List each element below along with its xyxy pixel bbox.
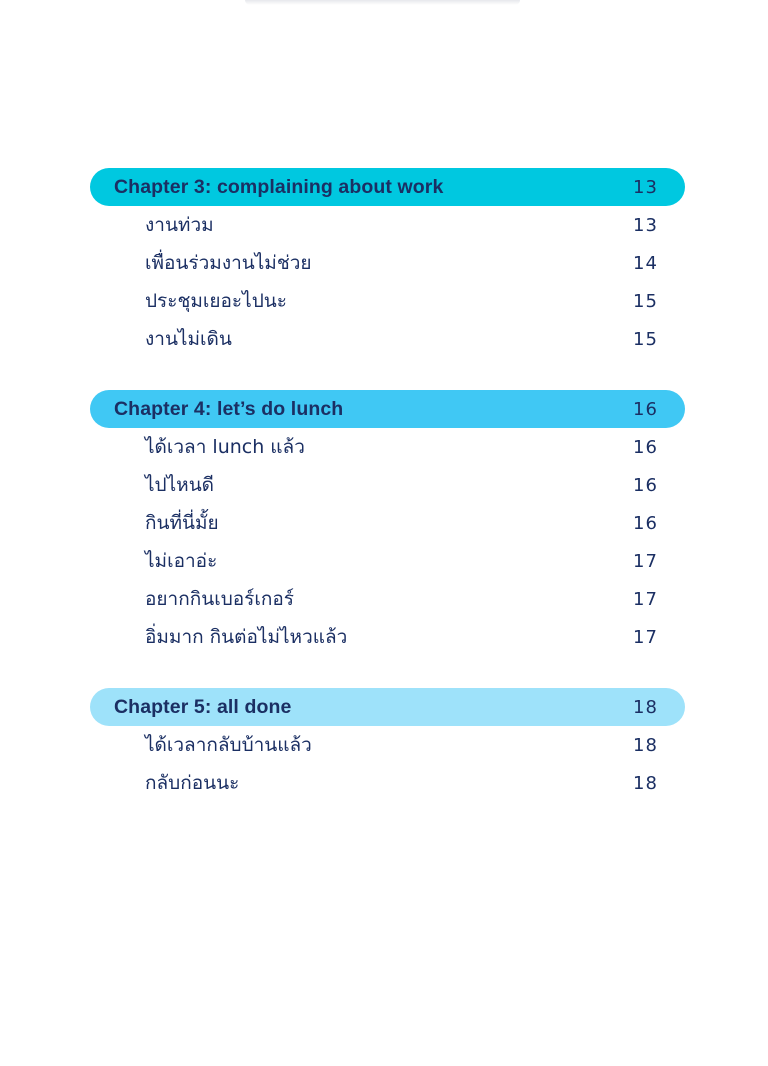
toc-item-label: เพื่อนร่วมงานไม่ช่วย [145, 252, 312, 274]
toc-item[interactable] [90, 542, 685, 580]
toc-item[interactable] [90, 726, 685, 764]
toc-item-page-number: 14 [633, 252, 658, 274]
toc-item[interactable] [90, 320, 685, 358]
toc-item[interactable] [90, 580, 685, 618]
toc-item-page-number: 13 [633, 214, 658, 236]
toc-item-label: อิ่มมาก กินต่อไม่ไหวแล้ว [145, 626, 348, 648]
toc-item[interactable] [90, 504, 685, 542]
chapter-header[interactable] [90, 390, 685, 428]
toc-item-page-number: 15 [633, 328, 658, 350]
chapter-page-number: 13 [633, 176, 658, 198]
table-of-contents [90, 168, 685, 802]
toc-item-label: งานท่วม [145, 214, 214, 236]
toc-item-page-number: 17 [633, 588, 658, 610]
toc-item[interactable] [90, 244, 685, 282]
toc-item-label: ประชุมเยอะไปนะ [145, 290, 287, 312]
toc-item[interactable] [90, 282, 685, 320]
chapter-header[interactable] [90, 168, 685, 206]
toc-item-page-number: 17 [633, 550, 658, 572]
toc-item-label: ไม่เอาอ่ะ [145, 550, 218, 572]
chapter-page-number: 16 [633, 398, 658, 420]
toc-item[interactable] [90, 466, 685, 504]
toc-item-label: งานไม่เดิน [145, 328, 232, 350]
toc-item-page-number: 18 [633, 772, 658, 794]
toc-item[interactable] [90, 764, 685, 802]
page-top-shadow [245, 0, 520, 5]
toc-item-page-number: 16 [633, 474, 658, 496]
toc-item[interactable] [90, 618, 685, 656]
toc-item-page-number: 16 [633, 512, 658, 534]
toc-item[interactable] [90, 206, 685, 244]
toc-item-page-number: 15 [633, 290, 658, 312]
chapter-page-number: 18 [633, 696, 658, 718]
chapter-title: Chapter 4: let’s do lunch [114, 397, 344, 420]
chapter-title: Chapter 3: complaining about work [114, 175, 444, 198]
chapter-title: Chapter 5: all done [114, 695, 292, 718]
toc-item-label: กลับก่อนนะ [145, 772, 240, 794]
toc-item-page-number: 18 [633, 734, 658, 756]
toc-item-label: อยากกินเบอร์เกอร์ [145, 588, 294, 610]
chapter-header[interactable] [90, 688, 685, 726]
toc-item-page-number: 16 [633, 436, 658, 458]
toc-item-page-number: 17 [633, 626, 658, 648]
toc-item-label: ได้เวลากลับบ้านแล้ว [145, 734, 312, 756]
toc-item-label: กินที่นี่มั้ย [145, 512, 219, 534]
chapter-section [90, 688, 685, 802]
toc-item-label: ไปไหนดี [145, 474, 215, 496]
toc-item[interactable] [90, 428, 685, 466]
chapter-section [90, 168, 685, 358]
chapter-section [90, 390, 685, 656]
toc-item-label: ได้เวลา lunch แล้ว [145, 436, 305, 458]
